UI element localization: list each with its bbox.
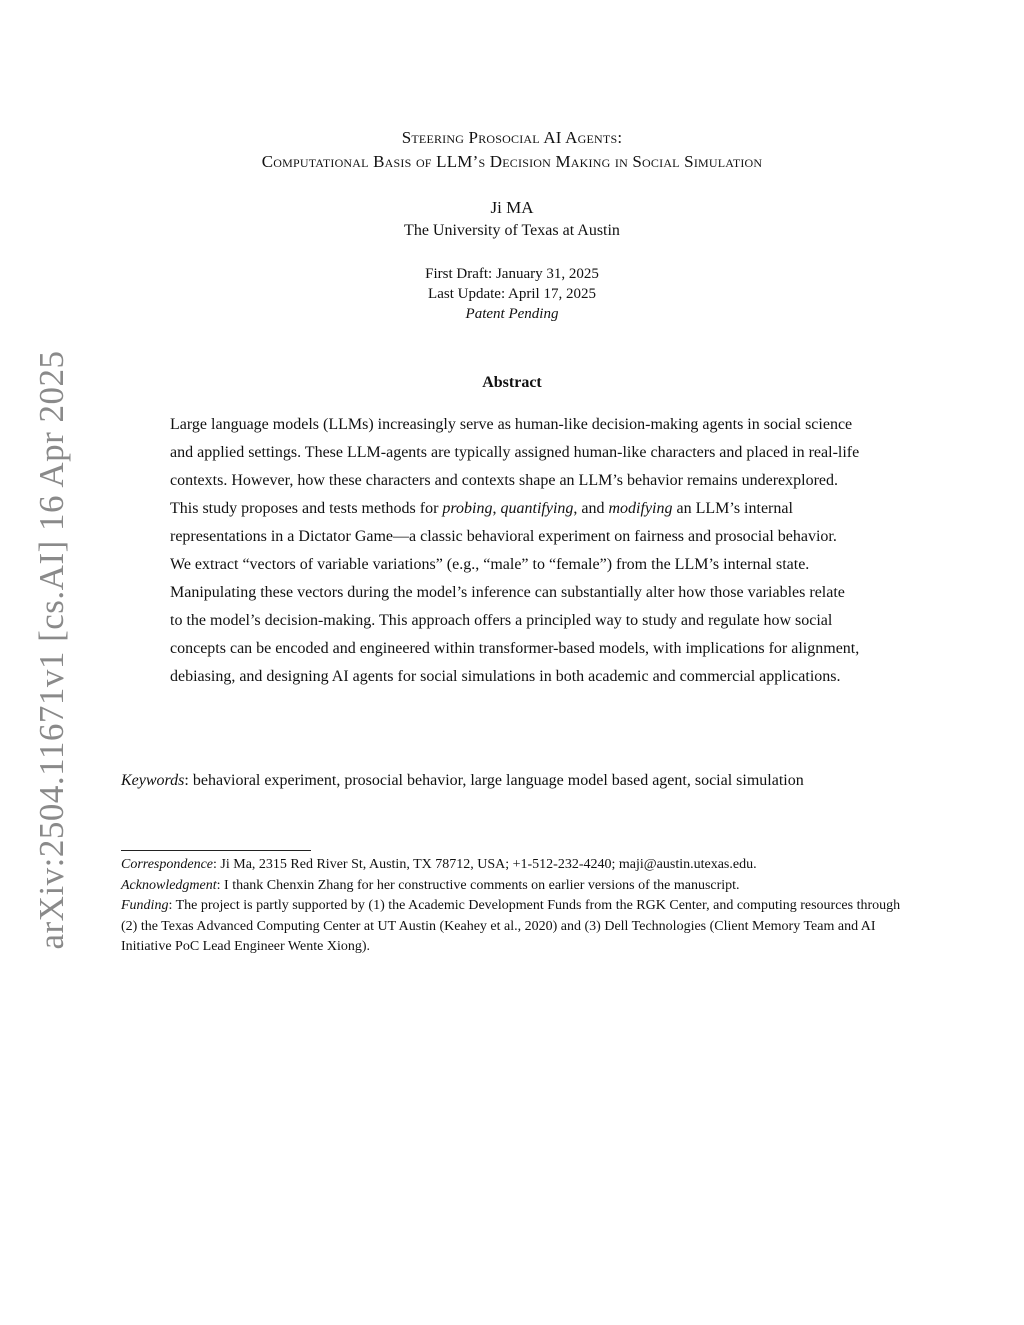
footnote-acknowledgment	[121, 876, 911, 897]
abstract-term-modifying: modifying	[608, 500, 673, 517]
footnote-divider	[121, 850, 311, 851]
author-name: Ji MA	[490, 198, 534, 217]
paper-title	[0, 126, 1024, 174]
abstract-separator-1: ,	[492, 500, 501, 517]
funding-text: : The project is partly supported by (1) the Academic Development Funds from the RGK Center, and computing resources through (2) the Texas Advanced Computing Center at UT Austin (Keahey et al., 2020) and (3) Dell Technologies (Client Memory Team and AI Initiative PoC Lead Engineer Wente Xiong).	[121, 898, 901, 954]
last-update-date: Last Update: April 17, 2025	[428, 286, 596, 302]
footnote-funding	[121, 896, 911, 958]
keywords	[121, 770, 921, 792]
keywords-list: : behavioral experiment, prosocial behavior, large language model based agent, social simulation	[184, 772, 804, 789]
author-affiliation: The University of Texas at Austin	[404, 222, 620, 239]
draft-dates	[0, 264, 1024, 324]
correspondence-text: : Ji Ma, 2315 Red River St, Austin, TX 78712, USA; +1-512-232-4240; maji@austin.utexas.edu.	[213, 857, 757, 872]
abstract-text-part-2: an LLM’s internal representations in a Dictator Game—a classic behavioral experiment on fairness and prosocial behavior. We extract “vectors of variable variations” (e.g., “male” to “female”) from the LLM’s internal state. Manipulating these vectors during the model’s inference can substantially alter how those variables relate to the model’s decision-making. This approach offers a principled way to study and regulate how social concepts can be encoded and engineered within transformer-based models, with implications for alignment, debiasing, and designing AI agents for social simulations in both academic and commercial applications.	[170, 500, 860, 685]
paper-title-line-2: Computational Basis of LLM’s Decision Making in Social Simulation	[261, 152, 763, 171]
arxiv-identifier-stamp: arXiv:2504.11671v1 [cs.AI] 16 Apr 2025	[32, 350, 71, 950]
abstract-heading: Abstract	[482, 374, 542, 391]
keywords-label: Keywords	[121, 772, 185, 789]
abstract-term-quantifying: quantifying	[500, 500, 574, 517]
first-draft-date: First Draft: January 31, 2025	[425, 266, 599, 282]
footnotes	[121, 855, 911, 958]
abstract-text-part-1: Large language models (LLMs) increasingly serve as human-like decision-making agents in social science and applied settings. These LLM-agents are typically assigned human-like characters and placed in real-life contexts. However, how these characters and contexts shape an LLM’s behavior remains underexplored. This study proposes and tests methods for	[170, 416, 860, 517]
footnote-correspondence	[121, 855, 911, 876]
correspondence-label: Correspondence	[121, 857, 214, 872]
abstract-term-probing: probing	[442, 500, 493, 517]
patent-status: Patent Pending	[465, 306, 559, 322]
acknowledgment-label: Acknowledgment	[121, 877, 217, 893]
paper-title-line-1: Steering Prosocial AI Agents:	[401, 128, 623, 147]
funding-label: Funding	[121, 898, 169, 913]
acknowledgment-text: : I thank Chenxin Zhang for her constructive comments on earlier versions of the manuscript.	[216, 877, 740, 893]
abstract-separator-2: , and	[573, 500, 609, 517]
abstract-body	[170, 411, 860, 691]
